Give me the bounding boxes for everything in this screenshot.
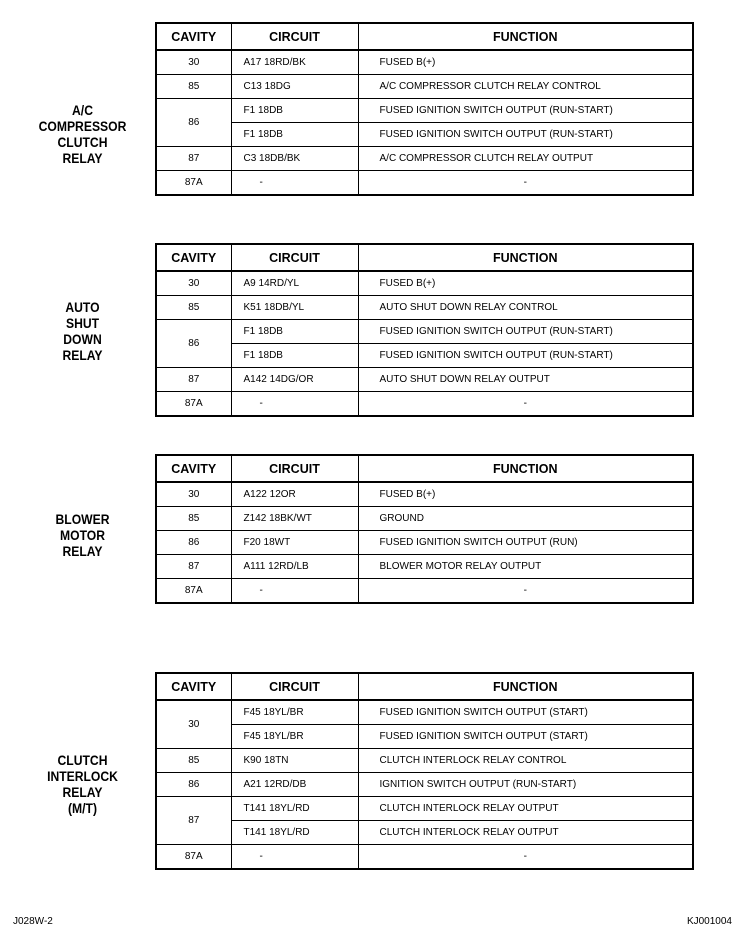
cavity-cell: 87 (156, 368, 231, 392)
function-cell: FUSED B(+) (358, 271, 693, 296)
table-row (156, 797, 693, 821)
function-cell: FUSED IGNITION SWITCH OUTPUT (RUN-START) (358, 123, 693, 147)
cavity-cell: 30 (156, 700, 231, 749)
cavity-cell: 85 (156, 749, 231, 773)
relay-label-line: COMPRESSOR (38, 119, 127, 134)
function-cell: CLUTCH INTERLOCK RELAY CONTROL (358, 749, 693, 773)
circuit-cell: A21 12RD/DB (231, 773, 358, 797)
circuit-header: CIRCUIT (231, 244, 358, 271)
circuit-header: CIRCUIT (231, 673, 358, 700)
function-cell: BLOWER MOTOR RELAY OUTPUT (358, 555, 693, 579)
circuit-header: CIRCUIT (231, 455, 358, 482)
relay-label-line: DOWN (63, 332, 102, 347)
table-header-row (156, 673, 693, 700)
circuit-header: CIRCUIT (231, 23, 358, 50)
circuit-cell: F1 18DB (231, 344, 358, 368)
relay-label-line: RELAY (62, 348, 103, 363)
table-row (156, 749, 693, 773)
function-header: FUNCTION (358, 23, 693, 50)
function-cell: A/C COMPRESSOR CLUTCH RELAY CONTROL (358, 75, 693, 99)
function-cell: FUSED IGNITION SWITCH OUTPUT (RUN-START) (358, 320, 693, 344)
function-cell: AUTO SHUT DOWN RELAY OUTPUT (358, 368, 693, 392)
circuit-cell: F1 18DB (231, 320, 358, 344)
relay-pinout-table (155, 22, 694, 196)
table-row (156, 482, 693, 507)
circuit-cell: - (231, 171, 358, 196)
circuit-cell: - (231, 845, 358, 870)
table-row (156, 75, 693, 99)
function-cell: FUSED B(+) (358, 482, 693, 507)
figure-code-right: KJ001004 (686, 916, 732, 927)
function-cell: CLUTCH INTERLOCK RELAY OUTPUT (358, 821, 693, 845)
function-cell: CLUTCH INTERLOCK RELAY OUTPUT (358, 797, 693, 821)
function-cell: GROUND (358, 507, 693, 531)
circuit-cell: - (231, 579, 358, 604)
cavity-cell: 87 (156, 147, 231, 171)
circuit-cell: A142 14DG/OR (231, 368, 358, 392)
circuit-cell: A17 18RD/BK (231, 50, 358, 75)
circuit-cell: A122 12OR (231, 482, 358, 507)
function-cell: IGNITION SWITCH OUTPUT (RUN-START) (358, 773, 693, 797)
circuit-cell: A9 14RD/YL (231, 271, 358, 296)
table-row (156, 147, 693, 171)
relay-label (26, 753, 139, 817)
function-cell: FUSED B(+) (358, 50, 693, 75)
table-row (156, 171, 693, 196)
table-row (156, 555, 693, 579)
function-cell: - (358, 579, 693, 604)
table-row (156, 392, 693, 417)
circuit-cell: F1 18DB (231, 99, 358, 123)
circuit-cell: C13 18DG (231, 75, 358, 99)
cavity-cell: 30 (156, 50, 231, 75)
function-cell: AUTO SHUT DOWN RELAY CONTROL (358, 296, 693, 320)
relay-label-line: RELAY (62, 544, 103, 559)
function-cell: A/C COMPRESSOR CLUTCH RELAY OUTPUT (358, 147, 693, 171)
cavity-cell: 87 (156, 797, 231, 845)
relay-label-line: (M/T) (67, 801, 97, 816)
circuit-cell: C3 18DB/BK (231, 147, 358, 171)
table-row (156, 579, 693, 604)
relay-label (26, 300, 139, 364)
table-row (156, 296, 693, 320)
relay-label-line: CLUTCH (57, 135, 108, 150)
table-row (156, 50, 693, 75)
cavity-header: CAVITY (156, 673, 231, 700)
function-cell: FUSED IGNITION SWITCH OUTPUT (RUN-START) (358, 99, 693, 123)
circuit-cell: K90 18TN (231, 749, 358, 773)
cavity-cell: 86 (156, 773, 231, 797)
table-header-row (156, 455, 693, 482)
relay-label (26, 512, 139, 560)
table-header-row (156, 23, 693, 50)
relay-label-line: RELAY (62, 151, 103, 166)
relay-label-line: BLOWER (55, 512, 110, 527)
circuit-cell: F45 18YL/BR (231, 725, 358, 749)
table-row (156, 99, 693, 123)
cavity-cell: 30 (156, 482, 231, 507)
function-header: FUNCTION (358, 244, 693, 271)
function-cell: FUSED IGNITION SWITCH OUTPUT (START) (358, 700, 693, 725)
circuit-cell: T141 18YL/RD (231, 821, 358, 845)
cavity-cell: 87 (156, 555, 231, 579)
relay-label-line: INTERLOCK (47, 769, 118, 784)
circuit-cell: Z142 18BK/WT (231, 507, 358, 531)
circuit-cell: F20 18WT (231, 531, 358, 555)
cavity-cell: 86 (156, 320, 231, 368)
relay-label-line: MOTOR (60, 528, 105, 543)
table-row (156, 773, 693, 797)
relay-pinout-table (155, 454, 694, 604)
cavity-cell: 86 (156, 531, 231, 555)
circuit-cell: F1 18DB (231, 123, 358, 147)
cavity-cell: 87A (156, 845, 231, 870)
relay-pinout-table (155, 243, 694, 417)
circuit-cell: K51 18DB/YL (231, 296, 358, 320)
table-row (156, 531, 693, 555)
relay-label-line: SHUT (65, 316, 100, 331)
table-header-row (156, 244, 693, 271)
function-cell: - (358, 171, 693, 196)
function-cell: FUSED IGNITION SWITCH OUTPUT (START) (358, 725, 693, 749)
cavity-cell: 85 (156, 75, 231, 99)
table-row (156, 368, 693, 392)
relay-label-line: AUTO (65, 300, 100, 315)
relay-label-line: CLUTCH (57, 753, 108, 768)
circuit-cell: T141 18YL/RD (231, 797, 358, 821)
table-row (156, 725, 693, 749)
function-header: FUNCTION (358, 673, 693, 700)
circuit-cell: A111 12RD/LB (231, 555, 358, 579)
table-row (156, 271, 693, 296)
table-row (156, 821, 693, 845)
function-cell: - (358, 392, 693, 417)
cavity-cell: 85 (156, 296, 231, 320)
table-row (156, 123, 693, 147)
circuit-cell: F45 18YL/BR (231, 700, 358, 725)
function-cell: FUSED IGNITION SWITCH OUTPUT (RUN-START) (358, 344, 693, 368)
cavity-header: CAVITY (156, 244, 231, 271)
cavity-cell: 86 (156, 99, 231, 147)
relay-label-line: RELAY (62, 785, 103, 800)
cavity-header: CAVITY (156, 23, 231, 50)
cavity-cell: 87A (156, 171, 231, 196)
table-row (156, 320, 693, 344)
cavity-cell: 87A (156, 579, 231, 604)
figure-code-left: J028W-2 (13, 916, 53, 927)
function-header: FUNCTION (358, 455, 693, 482)
function-cell: - (358, 845, 693, 870)
function-cell: FUSED IGNITION SWITCH OUTPUT (RUN) (358, 531, 693, 555)
table-row (156, 700, 693, 725)
cavity-cell: 30 (156, 271, 231, 296)
table-row (156, 344, 693, 368)
cavity-cell: 85 (156, 507, 231, 531)
relay-label-line: A/C (72, 103, 93, 118)
relay-label (26, 103, 139, 167)
relay-pinout-table (155, 672, 694, 870)
cavity-cell: 87A (156, 392, 231, 417)
circuit-cell: - (231, 392, 358, 417)
table-row (156, 845, 693, 870)
cavity-header: CAVITY (156, 455, 231, 482)
table-row (156, 507, 693, 531)
